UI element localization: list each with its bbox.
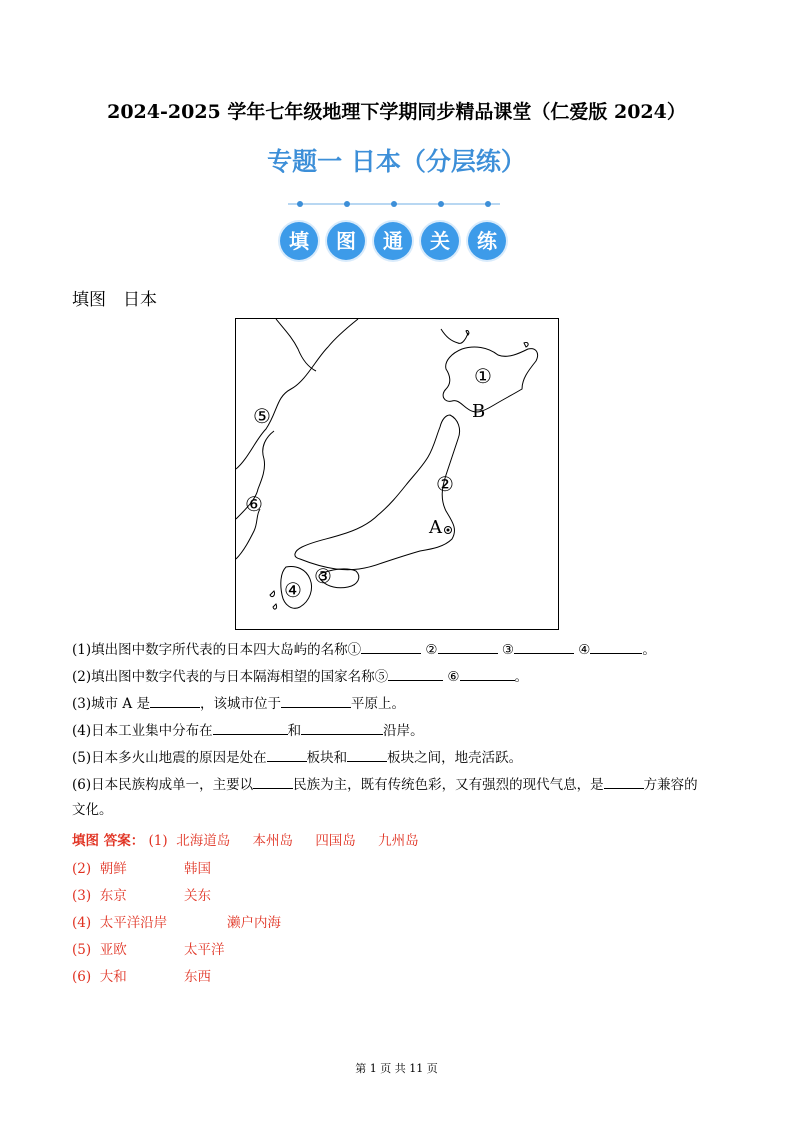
map-label-5: ⑤ bbox=[253, 404, 271, 428]
badge-2: 图 bbox=[327, 222, 365, 260]
map-label-6: ⑥ bbox=[245, 492, 263, 516]
question-5: (5)日本多火山地震的原因是处在 板块和 板块之间，地壳活跃。 bbox=[72, 747, 522, 768]
blank-4-2[interactable] bbox=[301, 720, 383, 735]
map-label-4: ④ bbox=[284, 578, 302, 602]
badge-row bbox=[280, 222, 510, 262]
question-6: (6)日本民族构成单一，主要以 民族为主，既有传统色彩，又有强烈的现代气息，是 方兼容的 bbox=[72, 774, 698, 795]
decorative-dot-line bbox=[288, 200, 500, 208]
answer-4: (4) 太平洋沿岸 濑户内海 bbox=[72, 915, 282, 931]
map-label-A: A bbox=[429, 517, 442, 538]
blank-1-2[interactable] bbox=[438, 639, 498, 654]
answer-3: (3) 东京 关东 bbox=[72, 888, 212, 904]
page-footer: 第 1 页 共 11 页 bbox=[355, 1062, 438, 1075]
question-3: (3)城市 A 是 ，该城市位于 平原上。 bbox=[72, 693, 405, 714]
blank-3-2[interactable] bbox=[281, 693, 351, 708]
answer-1: 填图 答案： (1) 北海道岛 本州岛 四国岛 九州岛 bbox=[72, 833, 419, 849]
question-6-line2: 文化。 bbox=[72, 802, 113, 818]
blank-4-1[interactable] bbox=[213, 720, 288, 735]
badge-1: 填 bbox=[280, 222, 318, 260]
badge-3: 通 bbox=[374, 222, 412, 260]
document-header: 2024-2025 学年七年级地理下学期同步精品课堂（仁爱版 2024） bbox=[107, 101, 686, 123]
map-label-2: ② bbox=[436, 472, 454, 496]
map-label-3: ③ bbox=[314, 564, 332, 588]
badge-5: 练 bbox=[468, 222, 506, 260]
blank-6-2[interactable] bbox=[604, 774, 644, 789]
blank-2-1[interactable] bbox=[388, 666, 443, 681]
map-label-1: ① bbox=[474, 364, 492, 388]
question-2: (2)填出图中数字代表的与日本隔海相望的国家名称⑤ ⑥ 。 bbox=[72, 666, 528, 687]
blank-1-1[interactable] bbox=[361, 639, 421, 654]
blank-1-3[interactable] bbox=[514, 639, 574, 654]
map-label-B: B bbox=[472, 401, 486, 422]
blank-5-1[interactable] bbox=[267, 747, 307, 762]
answer-2: (2) 朝鲜 韩国 bbox=[72, 861, 212, 877]
section-title: 填图 日本 bbox=[72, 290, 157, 310]
blank-3-1[interactable] bbox=[150, 693, 200, 708]
answer-5: (5) 亚欧 太平洋 bbox=[72, 942, 225, 958]
question-1: (1)填出图中数字所代表的日本四大岛屿的名称① ② ③ ④ 。 bbox=[72, 639, 656, 660]
answer-6: (6) 大和 东西 bbox=[72, 969, 212, 985]
blank-5-2[interactable] bbox=[347, 747, 387, 762]
question-4: (4)日本工业集中分布在 和 沿岸。 bbox=[72, 720, 424, 741]
badge-4: 关 bbox=[421, 222, 459, 260]
blank-2-2[interactable] bbox=[460, 666, 515, 681]
blank-6-1[interactable] bbox=[253, 774, 293, 789]
blank-1-4[interactable] bbox=[590, 639, 642, 654]
topic-title: 专题一 日本（分层练） bbox=[267, 147, 526, 176]
japan-map bbox=[235, 318, 559, 630]
